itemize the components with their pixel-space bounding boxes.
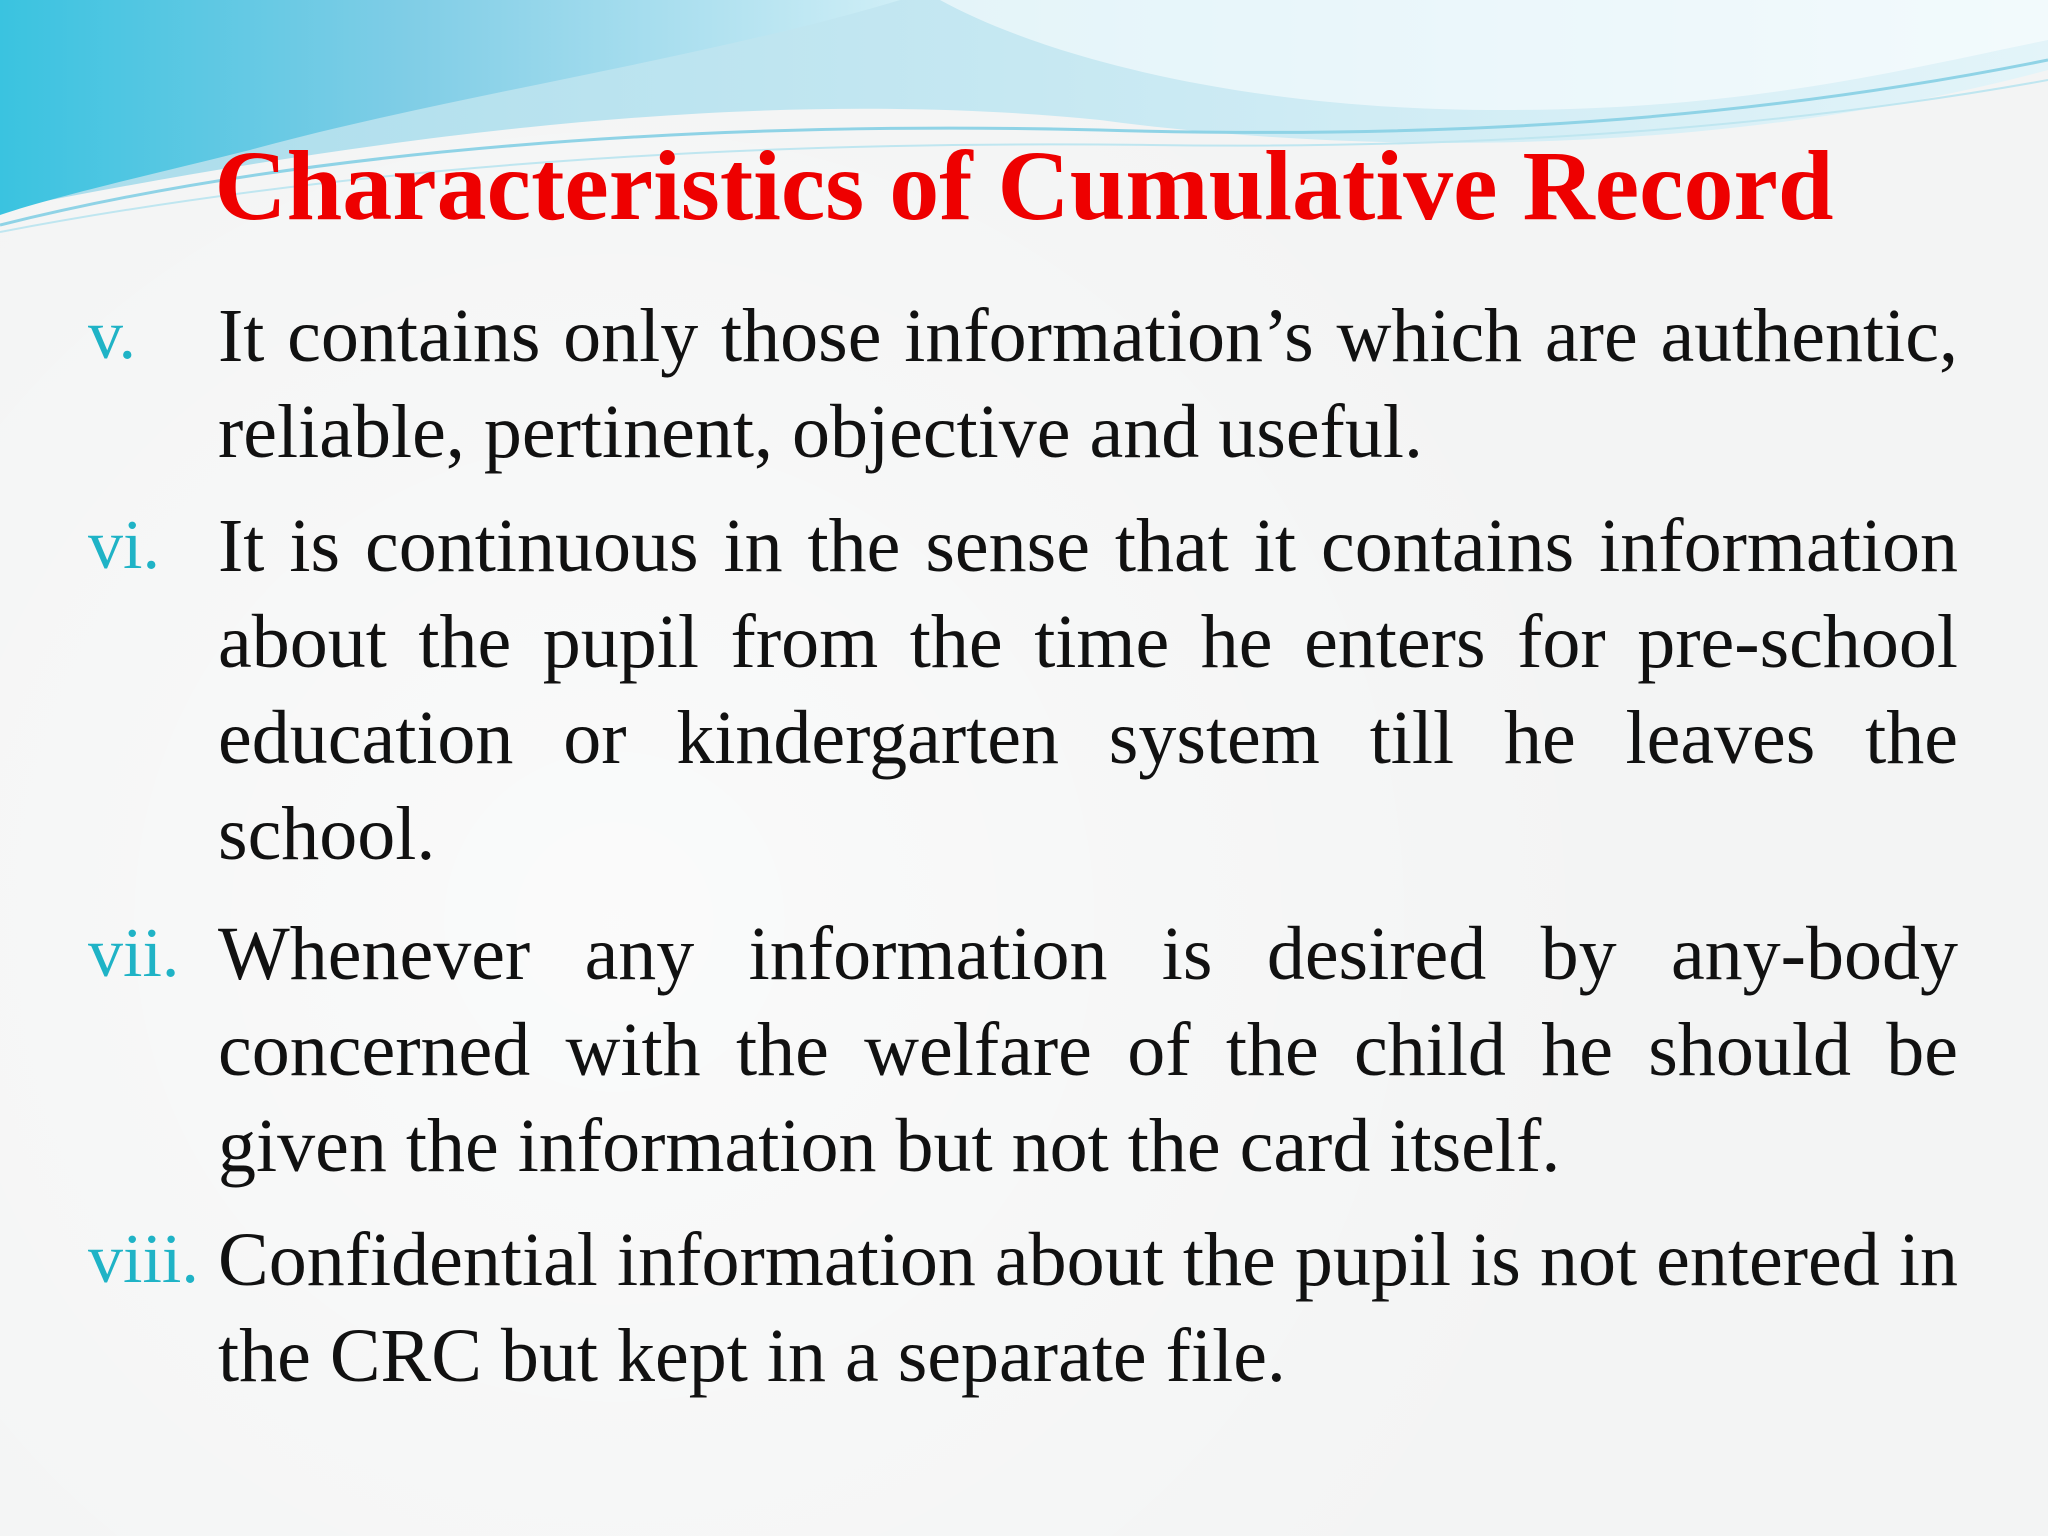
slide-title: Characteristics of Cumulative Record <box>214 130 1834 241</box>
item-number: vii. <box>88 915 180 992</box>
item-text: It contains only those information’s which are authentic, reliable, pertinent, objective and useful. <box>218 294 1958 474</box>
item-number: vi. <box>88 507 160 584</box>
item-text: Confidential information about the pupil is not entered in the CRC but kept in a separate file. <box>218 1218 1958 1398</box>
item-text: Whenever any information is desired by any-body concerned with the welfare of the child he should be given the information but not the card itself. <box>218 912 1958 1188</box>
item-number: viii. <box>88 1221 199 1298</box>
item-text: It is continuous in the sense that it contains information about the pupil from the time he enters for pre-school education or kindergarten system till he leaves the school. <box>218 504 1958 876</box>
item-number: v. <box>88 297 136 374</box>
